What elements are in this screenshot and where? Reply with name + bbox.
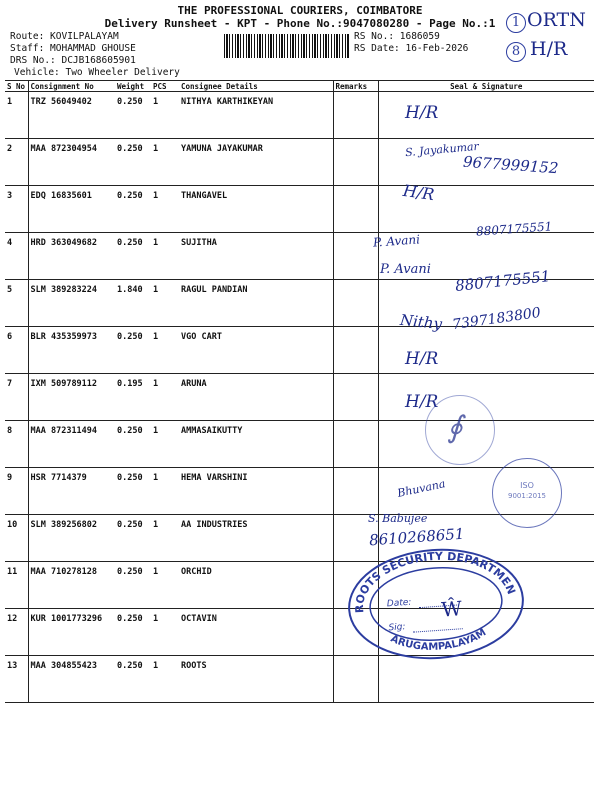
cell-pcs: 1: [151, 233, 179, 280]
cell-weight: 0.250: [115, 515, 151, 562]
cell-consignee: ARUNA: [179, 374, 333, 421]
col-consignee: Consignee Details: [179, 81, 333, 92]
corner-note: [506, 9, 590, 71]
cell-pcs: 1: [151, 421, 179, 468]
cell-sno: 6: [5, 327, 28, 374]
signature-row7: H/R: [405, 349, 439, 369]
vehicle-label: Vehicle: Two Wheeler Delivery: [14, 67, 180, 78]
stamp-signature-icon: Ŵ: [440, 596, 463, 622]
cell-weight: 0.250: [115, 139, 151, 186]
cell-weight: 1.840: [115, 280, 151, 327]
stamp-date-label: Date:: [386, 597, 412, 610]
cell-pcs: 1: [151, 656, 179, 703]
signature-row5-phone: 8807175551: [454, 267, 552, 295]
col-remarks: Remarks: [333, 81, 378, 92]
drs-label: DRS No.: DCJB168605901: [10, 55, 136, 66]
cell-pcs: 1: [151, 609, 179, 656]
cell-sno: 1: [5, 92, 28, 139]
cell-consignee: VGO CART: [179, 327, 333, 374]
cell-sno: 5: [5, 280, 28, 327]
cell-remarks: [333, 327, 378, 374]
svg-text:ROOTS SECURITY DEPARTMENT: [343, 542, 518, 614]
cell-remarks: [333, 280, 378, 327]
stamp-sign-label: Sig:: [388, 622, 406, 634]
signature-row4-name: P. Avani: [372, 232, 421, 250]
stamp-ring-icon: [343, 542, 528, 666]
cell-consignment: MAA 872304954: [28, 139, 115, 186]
signature-row11-phone: 8610268651: [368, 524, 465, 550]
circled-one: 1: [506, 13, 526, 33]
cell-consignee: AA INDUSTRIES: [179, 515, 333, 562]
cell-sno: 2: [5, 139, 28, 186]
signature-row4-phone: 8807175551: [475, 219, 553, 239]
col-consignment: Consignment No: [28, 81, 115, 92]
cell-pcs: 1: [151, 139, 179, 186]
cell-remarks: [333, 139, 378, 186]
cell-consignee: THANGAVEL: [179, 186, 333, 233]
signature-row2-name: S. Jayakumar: [404, 139, 480, 160]
table-row: [5, 92, 594, 139]
cell-consignment: BLR 435359973: [28, 327, 115, 374]
circled-eight: 8: [506, 42, 526, 62]
cell-consignee: YAMUNA JAYAKUMAR: [179, 139, 333, 186]
cell-consignee: SUJITHA: [179, 233, 333, 280]
cell-weight: 0.250: [115, 186, 151, 233]
signature-row6-phone: 7397183800: [451, 304, 542, 334]
table-row: [5, 656, 594, 703]
cell-remarks: [333, 421, 378, 468]
table-row: [5, 374, 594, 421]
signature-row6-name: Nithy: [399, 310, 443, 334]
cell-remarks: [333, 92, 378, 139]
cell-consignee: AMMASAIKUTTY: [179, 421, 333, 468]
cell-weight: 0.250: [115, 656, 151, 703]
cell-consignee: ROOTS: [179, 656, 333, 703]
col-pcs: PCS: [151, 81, 179, 92]
cell-pcs: 1: [151, 468, 179, 515]
roots-security-stamp: [343, 542, 528, 666]
cell-pcs: 1: [151, 515, 179, 562]
table-row: [5, 421, 594, 468]
iso-stamp-line1: ISO: [520, 481, 534, 490]
cell-sno: 4: [5, 233, 28, 280]
cell-pcs: 1: [151, 374, 179, 421]
cell-pcs: 1: [151, 186, 179, 233]
cell-consignment: IXM 509789112: [28, 374, 115, 421]
route-label: Route: KOVILPALAYAM: [10, 31, 119, 42]
signature-row2-phone: 9677999152: [462, 152, 559, 178]
stamp-top-text: ROOTS SECURITY DEPARTMENT: [343, 544, 518, 614]
cell-consignment: HRD 363049682: [28, 233, 115, 280]
cell-sno: 10: [5, 515, 28, 562]
rs-date: RS Date: 16-Feb-2026: [354, 43, 469, 54]
cell-sno: 9: [5, 468, 28, 515]
cell-consignment: KUR 1001773296: [28, 609, 115, 656]
cell-seal: [378, 656, 594, 703]
stamp-bottom-text: ARUGAMPALAYAM: [388, 627, 489, 653]
staff-label: Staff: MOHAMMAD GHOUSE: [10, 43, 136, 54]
cell-pcs: 1: [151, 562, 179, 609]
cell-remarks: [333, 468, 378, 515]
col-weight: Weight: [115, 81, 151, 92]
cell-sno: 7: [5, 374, 28, 421]
cell-sno: 11: [5, 562, 28, 609]
cell-consignment: MAA 872311494: [28, 421, 115, 468]
barcode: [224, 34, 349, 58]
cell-pcs: 1: [151, 327, 179, 374]
corner-ortn: ORTN: [527, 9, 586, 31]
cell-consignment: SLM 389256802: [28, 515, 115, 562]
iso-stamp-line2: 9001:2015: [508, 492, 546, 500]
cell-weight: 0.250: [115, 327, 151, 374]
table-header-row: [5, 81, 594, 92]
cell-consignee: HEMA VARSHINI: [179, 468, 333, 515]
cell-remarks: [333, 186, 378, 233]
cell-remarks: [333, 233, 378, 280]
signature-row11-name: S. Babujee: [368, 512, 428, 525]
signature-row1: H/R: [405, 103, 439, 123]
signature-row5-name: P. Avani: [380, 262, 431, 277]
cell-weight: 0.250: [115, 233, 151, 280]
cell-pcs: 1: [151, 92, 179, 139]
cell-weight: 0.250: [115, 421, 151, 468]
cell-consignment: SLM 389283224: [28, 280, 115, 327]
rs-number: RS No.: 1686059: [354, 31, 440, 42]
cell-consignment: MAA 304855423: [28, 656, 115, 703]
cell-consignee: NITHYA KARTHIKEYAN: [179, 92, 333, 139]
cell-consignment: HSR 7714379: [28, 468, 115, 515]
signature-row3: H/R: [401, 180, 436, 205]
cell-remarks: [333, 374, 378, 421]
cell-pcs: 1: [151, 280, 179, 327]
scribble-signature-icon: ∮: [447, 410, 463, 445]
cell-consignee: RAGUL PANDIAN: [179, 280, 333, 327]
cell-weight: 0.250: [115, 609, 151, 656]
cell-weight: 0.250: [115, 562, 151, 609]
signature-row10: Bhuvana: [396, 477, 447, 500]
runsheet-title: Delivery Runsheet - KPT - Phone No.:9047080280 - Page No.:1: [104, 17, 496, 30]
col-sno: S No: [5, 81, 28, 92]
cell-consignment: MAA 710278128: [28, 562, 115, 609]
cell-weight: 0.250: [115, 92, 151, 139]
company-title: THE PROFESSIONAL COURIERS, COIMBATORE: [177, 4, 423, 17]
cell-consignment: TRZ 56049402: [28, 92, 115, 139]
cell-consignee: OCTAVIN: [179, 609, 333, 656]
cell-consignment: EDQ 16835601: [28, 186, 115, 233]
cell-weight: 0.250: [115, 468, 151, 515]
table-row: [5, 327, 594, 374]
cell-weight: 0.195: [115, 374, 151, 421]
signature-row8: H/R: [405, 392, 439, 412]
cell-sno: 12: [5, 609, 28, 656]
cell-consignee: ORCHID: [179, 562, 333, 609]
corner-hr: H/R: [530, 38, 568, 60]
cell-sno: 8: [5, 421, 28, 468]
iso-stamp: [492, 458, 562, 528]
col-seal: Seal & Signature: [378, 81, 594, 92]
cell-sno: 3: [5, 186, 28, 233]
cell-sno: 13: [5, 656, 28, 703]
